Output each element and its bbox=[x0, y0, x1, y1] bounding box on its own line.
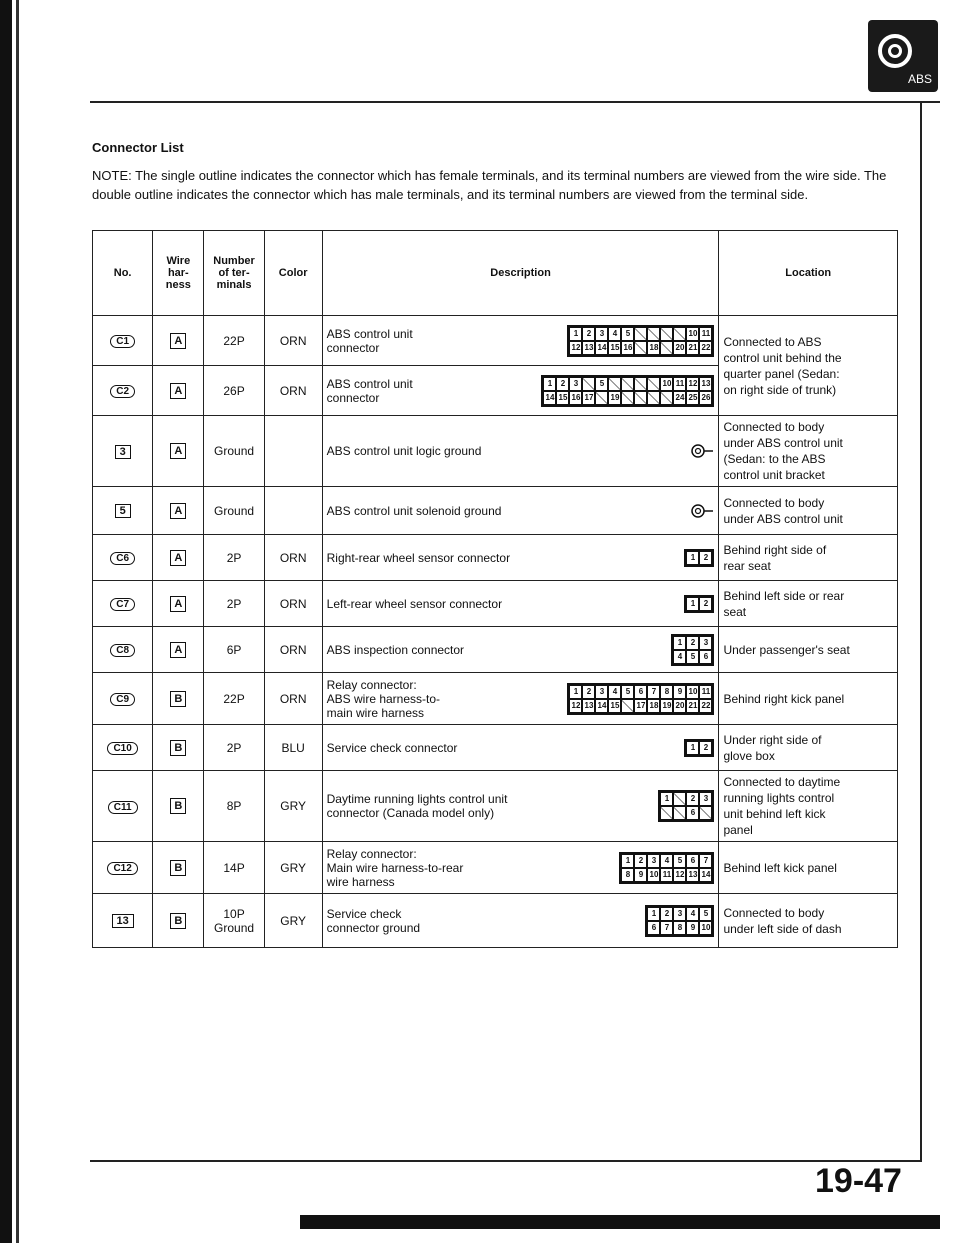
description-cell bbox=[322, 366, 719, 416]
connector-number: C1 bbox=[110, 335, 135, 348]
terminal-pin: 13 bbox=[699, 377, 712, 391]
terminal-pin: 13 bbox=[582, 699, 595, 713]
terminal-pin: 21 bbox=[686, 699, 699, 713]
description-text: ABS control unit connector bbox=[326, 326, 413, 355]
terminal-pin: 5 bbox=[621, 685, 634, 699]
wheel-hub-icon bbox=[888, 44, 902, 58]
terminal-pin: 14 bbox=[543, 391, 556, 405]
terminals-cell: 2P bbox=[204, 725, 264, 771]
terminal-pin: 4 bbox=[660, 854, 673, 868]
location-cell: Connected to body under left side of dash bbox=[719, 894, 898, 948]
terminals-cell: Ground bbox=[204, 416, 264, 487]
terminal-pin: 22 bbox=[699, 341, 712, 355]
harness-cell bbox=[153, 771, 204, 842]
terminal-pin bbox=[582, 377, 595, 391]
terminal-pin: 9 bbox=[673, 685, 686, 699]
color-cell: GRY bbox=[264, 894, 322, 948]
terminal-pin: 11 bbox=[673, 377, 686, 391]
harness-letter: B bbox=[170, 913, 186, 929]
terminal-pin bbox=[634, 327, 647, 341]
terminal-pin: 10 bbox=[686, 327, 699, 341]
right-rule bbox=[920, 101, 922, 1161]
location-cell: Behind right kick panel bbox=[719, 673, 898, 725]
terminal-pin bbox=[608, 377, 621, 391]
no-cell bbox=[93, 894, 153, 948]
terminal-pin bbox=[660, 341, 673, 355]
connector-diagram bbox=[658, 790, 714, 822]
terminal-pin: 7 bbox=[647, 685, 660, 699]
terminal-pin: 4 bbox=[608, 685, 621, 699]
no-cell bbox=[93, 316, 153, 366]
terminal-pin: 10 bbox=[660, 377, 673, 391]
table-body bbox=[93, 316, 898, 948]
binding-edge bbox=[0, 0, 12, 1243]
connector-diagram bbox=[541, 375, 714, 407]
terminal-pin bbox=[673, 792, 686, 806]
terminal-pin: 12 bbox=[569, 341, 582, 355]
color-cell: BLU bbox=[264, 725, 322, 771]
terminal-pin bbox=[699, 806, 712, 820]
description-cell bbox=[322, 627, 719, 673]
description-cell bbox=[322, 316, 719, 366]
terminal-pin bbox=[647, 327, 660, 341]
connector-diagram bbox=[567, 683, 714, 715]
color-cell: ORN bbox=[264, 581, 322, 627]
terminal-pin bbox=[673, 806, 686, 820]
color-cell: ORN bbox=[264, 535, 322, 581]
terminal-pin: 1 bbox=[686, 741, 699, 755]
table-row bbox=[93, 627, 898, 673]
connector-number: C6 bbox=[110, 552, 135, 565]
no-cell bbox=[93, 487, 153, 535]
terminals-cell: 22P bbox=[204, 673, 264, 725]
terminal-pin: 3 bbox=[569, 377, 582, 391]
abs-badge bbox=[868, 20, 938, 92]
description-text: Service check connector ground bbox=[326, 906, 421, 935]
terminal-pin: 2 bbox=[699, 741, 712, 755]
table-row bbox=[93, 581, 898, 627]
terminal-pin: 9 bbox=[634, 868, 647, 882]
terminal-pin: 12 bbox=[686, 377, 699, 391]
terminal-pin: 5 bbox=[673, 854, 686, 868]
terminal-pin: 15 bbox=[556, 391, 569, 405]
description-text: Left-rear wheel sensor connector bbox=[326, 596, 503, 611]
no-cell bbox=[93, 416, 153, 487]
terminal-pin: 3 bbox=[647, 854, 660, 868]
terminal-pin: 13 bbox=[686, 868, 699, 882]
terminal-pin: 1 bbox=[686, 551, 699, 565]
terminal-pin: 2 bbox=[686, 636, 699, 650]
terminal-pin: 7 bbox=[699, 854, 712, 868]
harness-letter: A bbox=[170, 333, 186, 349]
table-row bbox=[93, 487, 898, 535]
terminal-pin: 26 bbox=[699, 391, 712, 405]
terminal-pin: 2 bbox=[686, 792, 699, 806]
color-cell: ORN bbox=[264, 673, 322, 725]
terminal-pin: 20 bbox=[673, 699, 686, 713]
binding-edge-line bbox=[16, 0, 19, 1243]
connector-number: 5 bbox=[115, 504, 131, 518]
description-text: Right-rear wheel sensor connector bbox=[326, 550, 511, 565]
terminal-pin: 14 bbox=[595, 699, 608, 713]
terminal-pin: 2 bbox=[634, 854, 647, 868]
header-location: Location bbox=[719, 231, 898, 316]
page-number: 19-47 bbox=[815, 1162, 902, 1200]
connector-number: C9 bbox=[110, 693, 135, 706]
terminal-pin: 6 bbox=[686, 806, 699, 820]
description-text: Relay connector: Main wire harness-to-rear wire harness bbox=[326, 846, 464, 889]
harness-cell bbox=[153, 581, 204, 627]
terminal-pin: 25 bbox=[686, 391, 699, 405]
description-text: ABS control unit solenoid ground bbox=[326, 503, 502, 518]
color-cell: ORN bbox=[264, 627, 322, 673]
connector-diagram bbox=[567, 325, 714, 357]
terminal-pin: 19 bbox=[660, 699, 673, 713]
location-cell: Connected to ABS control unit behind the quarter panel (Sedan: on right side of trunk) bbox=[719, 316, 898, 416]
terminal-pin: 2 bbox=[699, 597, 712, 611]
header-color: Color bbox=[264, 231, 322, 316]
connector-diagram bbox=[684, 739, 714, 757]
connector-diagram bbox=[684, 595, 714, 613]
header-terminals: Number of ter- minals bbox=[204, 231, 264, 316]
terminals-cell: 8P bbox=[204, 771, 264, 842]
description-cell bbox=[322, 771, 719, 842]
table-row bbox=[93, 725, 898, 771]
color-cell bbox=[264, 487, 322, 535]
terminal-pin bbox=[660, 806, 673, 820]
no-cell bbox=[93, 535, 153, 581]
header-description: Description bbox=[322, 231, 719, 316]
no-cell bbox=[93, 581, 153, 627]
description-text: ABS inspection connector bbox=[326, 642, 465, 657]
harness-cell bbox=[153, 487, 204, 535]
location-cell: Under right side of glove box bbox=[719, 725, 898, 771]
location-cell: Connected to body under ABS control unit (Sedan: to the ABS control unit bracket bbox=[719, 416, 898, 487]
connector-number: C10 bbox=[107, 742, 137, 755]
no-cell bbox=[93, 627, 153, 673]
table-header-row bbox=[93, 231, 898, 316]
terminal-pin: 5 bbox=[595, 377, 608, 391]
terminal-pin: 5 bbox=[621, 327, 634, 341]
terminal-pin bbox=[660, 327, 673, 341]
terminal-pin: 1 bbox=[647, 907, 660, 921]
connector-number: 3 bbox=[115, 445, 131, 459]
header-harness: Wire har- ness bbox=[153, 231, 204, 316]
terminal-pin: 1 bbox=[686, 597, 699, 611]
connector-number: C2 bbox=[110, 385, 135, 398]
terminal-pin: 3 bbox=[595, 685, 608, 699]
color-cell: ORN bbox=[264, 316, 322, 366]
terminal-pin: 2 bbox=[699, 551, 712, 565]
terminal-pin: 16 bbox=[621, 341, 634, 355]
harness-letter: A bbox=[170, 642, 186, 658]
terminal-pin: 8 bbox=[621, 868, 634, 882]
connector-table bbox=[92, 230, 898, 948]
terminal-pin: 6 bbox=[647, 921, 660, 935]
location-cell: Behind right side of rear seat bbox=[719, 535, 898, 581]
location-cell: Connected to body under ABS control unit bbox=[719, 487, 898, 535]
harness-cell bbox=[153, 316, 204, 366]
terminal-pin: 3 bbox=[699, 792, 712, 806]
terminal-pin: 5 bbox=[699, 907, 712, 921]
description-cell bbox=[322, 673, 719, 725]
color-cell: GRY bbox=[264, 771, 322, 842]
color-cell: GRY bbox=[264, 842, 322, 894]
description-cell bbox=[322, 725, 719, 771]
harness-cell bbox=[153, 842, 204, 894]
terminal-pin: 3 bbox=[595, 327, 608, 341]
terminal-pin: 18 bbox=[647, 341, 660, 355]
bottom-rule bbox=[90, 1160, 922, 1162]
note-text: NOTE: The single outline indicates the connector which has female terminals, and its terminal numbers are viewed from the wire side. The double outline indicates the connector which has male terminals, and its terminal numbers are viewed from the terminal side. bbox=[92, 168, 887, 202]
terminal-pin bbox=[634, 391, 647, 405]
location-cell: Connected to daytime running lights control unit behind left kick panel bbox=[719, 771, 898, 842]
location-cell: Behind left kick panel bbox=[719, 842, 898, 894]
terminal-pin: 13 bbox=[582, 341, 595, 355]
terminal-pin: 12 bbox=[673, 868, 686, 882]
terminal-pin bbox=[647, 377, 660, 391]
no-cell bbox=[93, 366, 153, 416]
terminal-pin: 4 bbox=[608, 327, 621, 341]
terminal-pin: 19 bbox=[608, 391, 621, 405]
terminal-pin: 14 bbox=[595, 341, 608, 355]
terminal-pin: 10 bbox=[699, 921, 712, 935]
terminal-pin: 18 bbox=[647, 699, 660, 713]
harness-letter: A bbox=[170, 383, 186, 399]
table-row bbox=[93, 771, 898, 842]
terminals-cell: 10P Ground bbox=[204, 894, 264, 948]
description-cell bbox=[322, 535, 719, 581]
terminal-pin: 12 bbox=[569, 699, 582, 713]
terminal-pin: 1 bbox=[543, 377, 556, 391]
terminal-pin: 11 bbox=[699, 685, 712, 699]
ground-icon bbox=[690, 502, 714, 520]
table-row bbox=[93, 894, 898, 948]
terminal-pin: 21 bbox=[686, 341, 699, 355]
terminal-pin bbox=[647, 391, 660, 405]
terminal-pin bbox=[621, 377, 634, 391]
terminal-pin: 5 bbox=[686, 650, 699, 664]
description-text: ABS control unit logic ground bbox=[326, 444, 482, 458]
terminal-pin: 15 bbox=[608, 699, 621, 713]
abs-badge-label: ABS bbox=[907, 72, 932, 86]
terminal-pin: 17 bbox=[582, 391, 595, 405]
harness-cell bbox=[153, 673, 204, 725]
connector-diagram bbox=[684, 549, 714, 567]
terminal-pin: 8 bbox=[673, 921, 686, 935]
terminal-pin: 20 bbox=[673, 341, 686, 355]
terminal-pin: 11 bbox=[660, 868, 673, 882]
terminal-pin bbox=[634, 377, 647, 391]
table-row bbox=[93, 842, 898, 894]
harness-letter: A bbox=[170, 550, 186, 566]
terminal-pin: 1 bbox=[621, 854, 634, 868]
terminal-pin bbox=[673, 327, 686, 341]
terminal-pin: 10 bbox=[647, 868, 660, 882]
description-text: ABS control unit connector bbox=[326, 376, 413, 405]
location-cell: Behind left side or rear seat bbox=[719, 581, 898, 627]
terminal-pin: 9 bbox=[686, 921, 699, 935]
harness-letter: A bbox=[170, 443, 186, 459]
connector-diagram bbox=[619, 852, 714, 884]
harness-letter: B bbox=[170, 860, 186, 876]
terminal-pin: 7 bbox=[660, 921, 673, 935]
harness-letter: B bbox=[170, 798, 186, 814]
terminal-pin: 4 bbox=[673, 650, 686, 664]
description-cell bbox=[322, 581, 719, 627]
harness-cell bbox=[153, 627, 204, 673]
terminal-pin: 4 bbox=[686, 907, 699, 921]
header-no: No. bbox=[93, 231, 153, 316]
terminals-cell: 2P bbox=[204, 581, 264, 627]
terminal-pin: 2 bbox=[556, 377, 569, 391]
terminal-pin: 24 bbox=[673, 391, 686, 405]
terminal-pin: 1 bbox=[569, 327, 582, 341]
description-cell bbox=[322, 487, 719, 535]
color-cell bbox=[264, 416, 322, 487]
no-cell bbox=[93, 673, 153, 725]
terminal-pin: 3 bbox=[699, 636, 712, 650]
terminal-pin: 16 bbox=[569, 391, 582, 405]
connector-number: C12 bbox=[107, 862, 137, 875]
terminals-cell: 2P bbox=[204, 535, 264, 581]
terminal-pin: 6 bbox=[699, 650, 712, 664]
page-title: Connector List bbox=[92, 140, 184, 155]
harness-letter: B bbox=[170, 740, 186, 756]
description-text: Service check connector bbox=[326, 740, 458, 755]
terminal-pin: 17 bbox=[634, 699, 647, 713]
description-cell bbox=[322, 416, 719, 487]
terminal-pin bbox=[634, 341, 647, 355]
harness-cell bbox=[153, 366, 204, 416]
description-text: Daytime running lights control unit connector (Canada model only) bbox=[326, 792, 508, 820]
terminal-pin: 11 bbox=[699, 327, 712, 341]
harness-cell bbox=[153, 416, 204, 487]
terminal-pin bbox=[660, 391, 673, 405]
terminal-pin: 14 bbox=[699, 868, 712, 882]
no-cell bbox=[93, 725, 153, 771]
terminal-pin bbox=[621, 699, 634, 713]
table-row bbox=[93, 535, 898, 581]
ground-icon bbox=[690, 442, 714, 460]
terminal-pin: 3 bbox=[673, 907, 686, 921]
terminal-pin: 2 bbox=[660, 907, 673, 921]
connector-number: C7 bbox=[110, 598, 135, 611]
table-row bbox=[93, 673, 898, 725]
terminal-pin: 2 bbox=[582, 685, 595, 699]
terminal-pin: 2 bbox=[582, 327, 595, 341]
color-cell: ORN bbox=[264, 366, 322, 416]
terminal-pin: 1 bbox=[660, 792, 673, 806]
harness-letter: A bbox=[170, 503, 186, 519]
terminals-cell: 6P bbox=[204, 627, 264, 673]
connector-diagram bbox=[645, 905, 714, 937]
terminal-pin bbox=[595, 391, 608, 405]
terminals-cell: 26P bbox=[204, 366, 264, 416]
footer-bar bbox=[300, 1215, 940, 1229]
terminals-cell: 14P bbox=[204, 842, 264, 894]
harness-letter: B bbox=[170, 691, 186, 707]
harness-cell bbox=[153, 725, 204, 771]
harness-cell bbox=[153, 894, 204, 948]
connector-number: C11 bbox=[108, 801, 138, 814]
terminals-cell: 22P bbox=[204, 316, 264, 366]
terminal-pin: 8 bbox=[660, 685, 673, 699]
terminals-cell: Ground bbox=[204, 487, 264, 535]
terminal-pin: 6 bbox=[686, 854, 699, 868]
harness-cell bbox=[153, 535, 204, 581]
top-rule bbox=[90, 101, 940, 103]
description-cell bbox=[322, 894, 719, 948]
connector-number: 13 bbox=[112, 914, 134, 928]
no-cell bbox=[93, 771, 153, 842]
terminal-pin: 10 bbox=[686, 685, 699, 699]
table-row bbox=[93, 316, 898, 366]
terminal-pin: 1 bbox=[569, 685, 582, 699]
terminal-pin: 1 bbox=[673, 636, 686, 650]
description-text: Relay connector: ABS wire harness-to- main wire harness bbox=[326, 677, 441, 720]
harness-letter: A bbox=[170, 596, 186, 612]
table-row bbox=[93, 416, 898, 487]
description-cell bbox=[322, 842, 719, 894]
location-cell: Under passenger's seat bbox=[719, 627, 898, 673]
terminal-pin: 22 bbox=[699, 699, 712, 713]
terminal-pin bbox=[621, 391, 634, 405]
terminal-pin: 6 bbox=[634, 685, 647, 699]
no-cell bbox=[93, 842, 153, 894]
connector-diagram bbox=[671, 634, 714, 666]
terminal-pin: 15 bbox=[608, 341, 621, 355]
connector-number: C8 bbox=[110, 644, 135, 657]
